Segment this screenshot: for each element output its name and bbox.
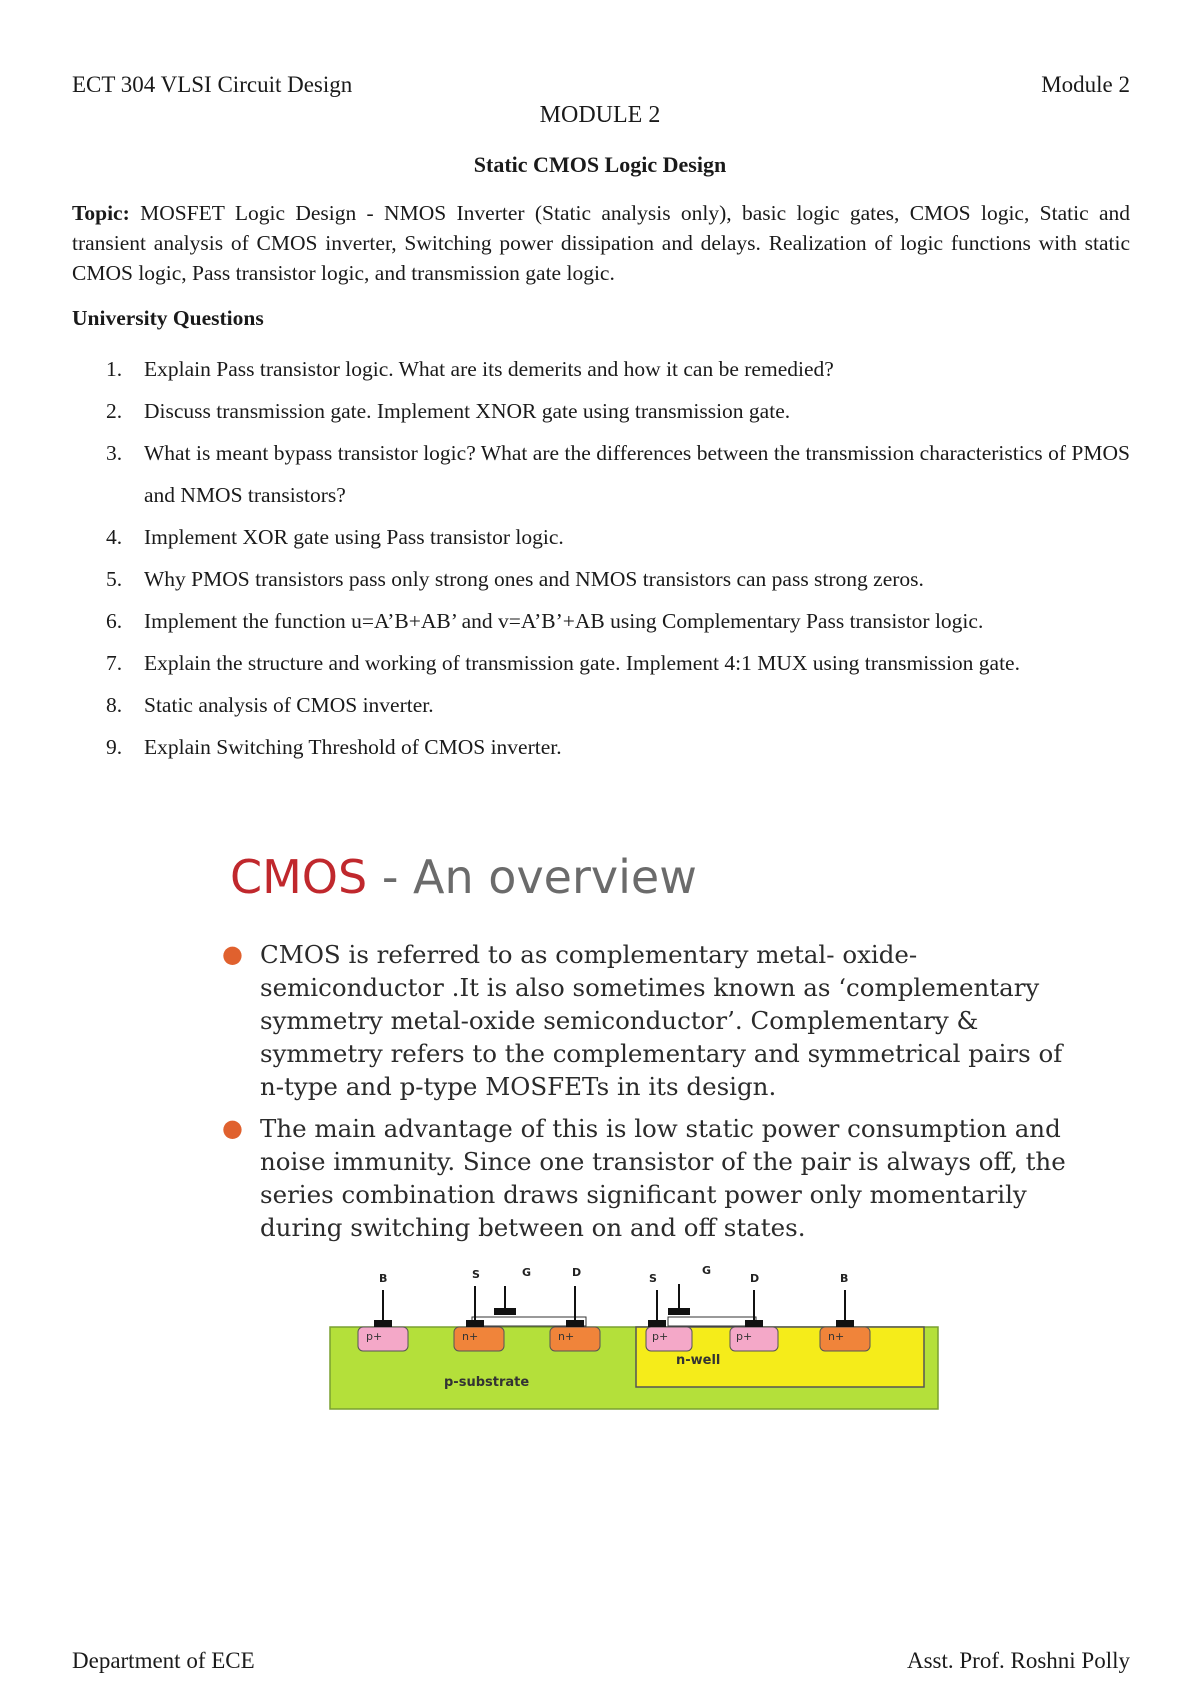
terminal-label: B (840, 1272, 849, 1285)
list-item (72, 432, 1130, 516)
pmos-gate-contact (668, 1308, 690, 1315)
n-plus-label: n+ (828, 1330, 845, 1343)
list-item-text: Explain Pass transistor logic. What are its demerits and how it can be remedied? (144, 357, 834, 381)
contact (566, 1320, 584, 1327)
slide-title-overview: - An overview (367, 850, 697, 904)
contact (836, 1320, 854, 1327)
contact (466, 1320, 484, 1327)
contact (374, 1320, 392, 1327)
slide-title-cmos: CMOS (230, 850, 368, 904)
list-item-text: Discuss transmission gate. Implement XNOR gate using transmission gate. (144, 399, 791, 423)
terminal-label: G (702, 1264, 712, 1277)
header-course: ECT 304 VLSI Circuit Design (72, 72, 353, 97)
list-item (72, 516, 1130, 558)
topic-paragraph (72, 198, 1130, 288)
terminal-label: B (379, 1272, 388, 1285)
list-item-text: What is meant bypass transistor logic? What are the differences between the transmission characteristics of PMOS and NMOS transistors? (144, 441, 1130, 507)
terminal-label: D (750, 1272, 760, 1285)
list-item-number: 3. (106, 441, 123, 465)
list-item-text: Static analysis of CMOS inverter. (144, 693, 434, 717)
pmos-gate-oxide (668, 1317, 756, 1326)
list-item-number: 7. (106, 651, 123, 675)
list-item-number: 4. (106, 525, 123, 549)
list-item (72, 348, 1130, 390)
list-item-text: Implement XOR gate using Pass transistor logic. (144, 525, 564, 549)
list-item-text: Why PMOS transistors pass only strong ones and NMOS transistors can pass strong zeros. (144, 567, 924, 591)
cmos-cross-section-diagram (222, 850, 1092, 1410)
n-well-label: n-well (676, 1353, 721, 1368)
n-plus-label: n+ (462, 1330, 479, 1343)
list-item (72, 642, 1130, 684)
topic-text: MOSFET Logic Design - NMOS Inverter (Static analysis only), basic logic gates, CMOS logic, Static and transient analysis of CMOS inverter, Switching power dissipation and delays. Realization of logic functions with static CMOS logic, Pass transistor logic, and transmission gate logic. (72, 201, 1130, 285)
terminal-label: S (649, 1272, 657, 1285)
bullet-dot-icon: ● (222, 1114, 243, 1142)
list-item-number: 5. (106, 567, 123, 591)
page-subtitle: Static CMOS Logic Design (473, 152, 727, 177)
terminal-label: D (572, 1266, 582, 1279)
p-plus-label: p+ (736, 1330, 753, 1343)
p-plus-label: p+ (652, 1330, 669, 1343)
list-item (72, 684, 1130, 726)
list-item-number: 2. (106, 399, 123, 423)
list-item (72, 558, 1130, 600)
bullet-dot-icon: ● (222, 940, 243, 968)
list-item (72, 726, 1130, 768)
list-item (72, 600, 1130, 642)
p-plus-label: p+ (366, 1330, 383, 1343)
list-item-number: 1. (106, 357, 123, 381)
footer-author: Asst. Prof. Roshni Polly (906, 1648, 1130, 1673)
nmos-gate-contact (494, 1308, 516, 1315)
list-item-text: Explain the structure and working of transmission gate. Implement 4:1 MUX using transmission gate. (144, 651, 1020, 675)
contact (648, 1320, 666, 1327)
list-item-text: Explain Switching Threshold of CMOS inverter. (144, 735, 562, 759)
list-item-number: 9. (106, 735, 123, 759)
cmos-overview-slide (222, 850, 1092, 1410)
questions-heading: University Questions (72, 306, 264, 330)
topic-label: Topic: (72, 201, 130, 225)
n-plus-label: n+ (558, 1330, 575, 1343)
questions-list (72, 348, 1130, 768)
module-title: MODULE 2 (539, 102, 661, 128)
header-module: Module 2 (1041, 72, 1130, 97)
terminal-label: G (522, 1266, 532, 1279)
list-item-number: 6. (106, 609, 123, 633)
slide-bullet-text: CMOS is referred to as complementary metal- oxide-semiconductor .It is also sometimes known as ‘complementary symmetry metal-oxide semiconductor’. Complementary & symmetry refers to the complementary and symmetrical pairs of n-type and p-type MOSFETs in its design. (260, 940, 1063, 1101)
list-item (72, 390, 1130, 432)
contact (745, 1320, 763, 1327)
footer-department: Department of ECE (72, 1648, 255, 1673)
list-item-text: Implement the function u=A’B+AB’ and v=A’B’+AB using Complementary Pass transistor logic. (144, 609, 984, 633)
slide-bullet-text: The main advantage of this is low static power consumption and noise immunity. Since one transistor of the pair is always off, the series combination draws significant power only momentarily during switching between on and off states. (260, 1114, 1066, 1242)
terminal-label: S (472, 1268, 480, 1281)
p-substrate-label: p-substrate (444, 1375, 530, 1390)
list-item-number: 8. (106, 693, 123, 717)
